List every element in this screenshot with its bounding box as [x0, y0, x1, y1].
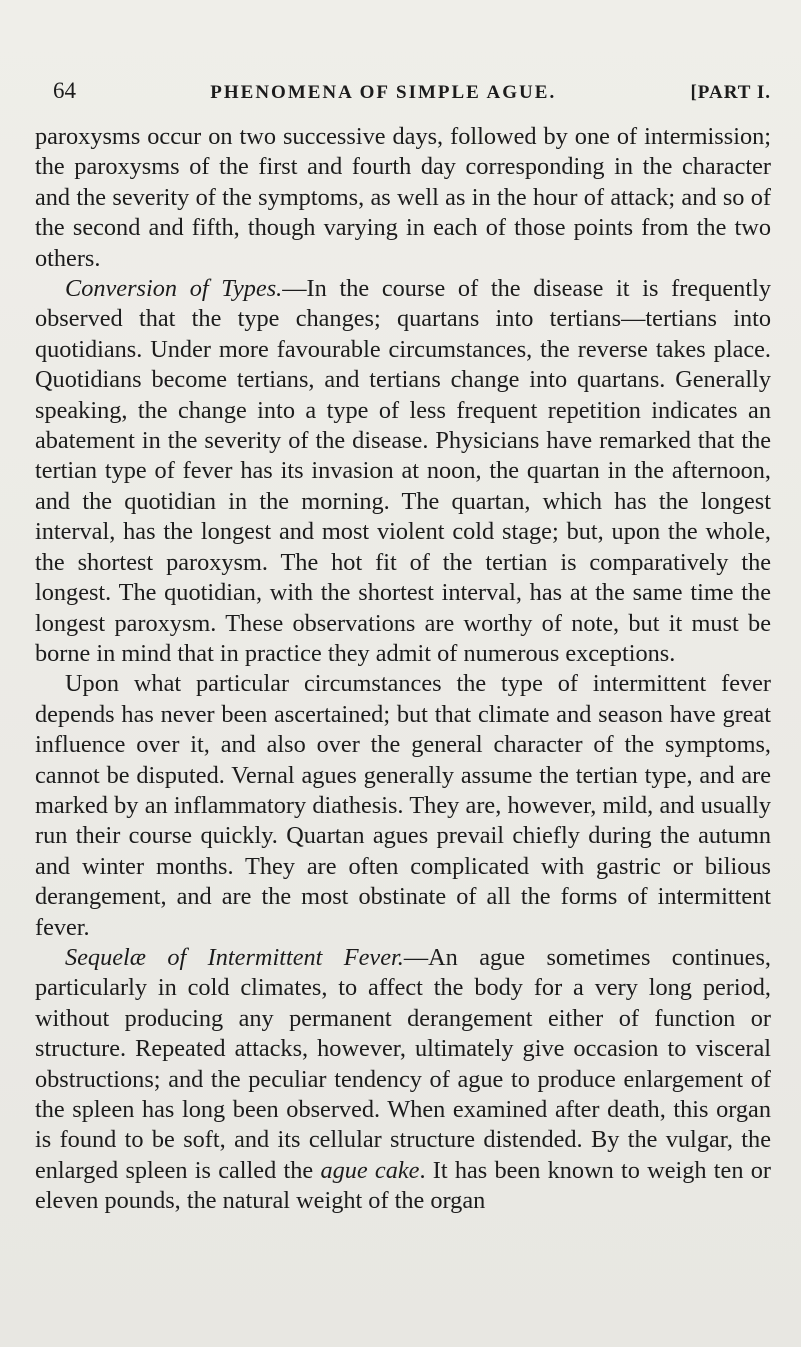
paragraph-sequelae — [35, 943, 771, 1217]
page-number: 64 — [53, 78, 76, 103]
section-heading-sequelae: Sequelæ of Intermittent Fever. — [65, 943, 404, 971]
paragraph-text: —An ague sometimes continues, particularly in cold climates, to affect the body for a very long period, without producing any permanent derangement either of function or structure. Repeated attacks, however, ultimately give occasion to visceral obstructions; and the peculiar tendency of ague to produce enlargement of the spleen has long been observed. When examined after death, this organ is found to be soft, and its cellular structure distended. By the vulgar, the enlarged spleen is called the — [35, 943, 771, 1184]
running-head — [35, 78, 771, 104]
part-label: [PART I. — [690, 82, 771, 103]
paragraph-conversion-of-types — [35, 274, 771, 669]
running-title: PHENOMENA OF SIMPLE AGUE. — [210, 82, 557, 103]
paragraph-continuation: paroxysms occur on two successive days, followed by one of intermission; the paroxysms of the first and fourth day corresponding in the character and the severity of the symptoms, as well as in the hour of attack; and so of the second and fifth, though varying in each of those points from the two others. — [35, 123, 771, 272]
section-heading-conversion: Conversion of Types. — [65, 275, 283, 303]
paragraph-text: —In the course of the disease it is frequently observed that the type changes; quartans into tertians—tertians into quotidians. Under more favourable circumstances, the reverse takes place. Quotidians become tertians, and tertians change into quartans. Generally speaking, the change into a type of less frequent repetition indicates an abatement in the severity of the disease. Physicians have remarked that the tertian type of fever has its invasion at noon, the quartan in the afternoon, and the quotidian in the morning. The quartan, which has the longest interval, has the longest and most violent cold stage; but, upon the whole, the shortest paroxysm. The hot fit of the tertian is comparatively the longest. The quotidian, with the shortest interval, has at the same time the longest paroxysm. These observations are worthy of note, but it must be borne in mind that in practice they admit of numerous exceptions. — [35, 275, 771, 667]
emphasis-ague-cake: ague cake — [320, 1156, 420, 1184]
paragraph-type-circumstances: Upon what particular circumstances the type of intermittent fever depends has never been ascertained; but that climate and season have great influence over it, and also over the general character of the symptoms, cannot be disputed. Vernal agues generally assume the tertian type, and are marked by an inflammatory diathesis. They are, however, mild, and usually run their course quickly. Quartan agues prevail chiefly during the autumn and winter months. They are often complicated with gastric or bilious derangement, and are the most obstinate of all the forms of intermittent fever. — [35, 670, 771, 941]
paragraph-text: . It has been known to weigh ten or eleven pounds, the natural weight of the organ — [35, 1156, 771, 1215]
